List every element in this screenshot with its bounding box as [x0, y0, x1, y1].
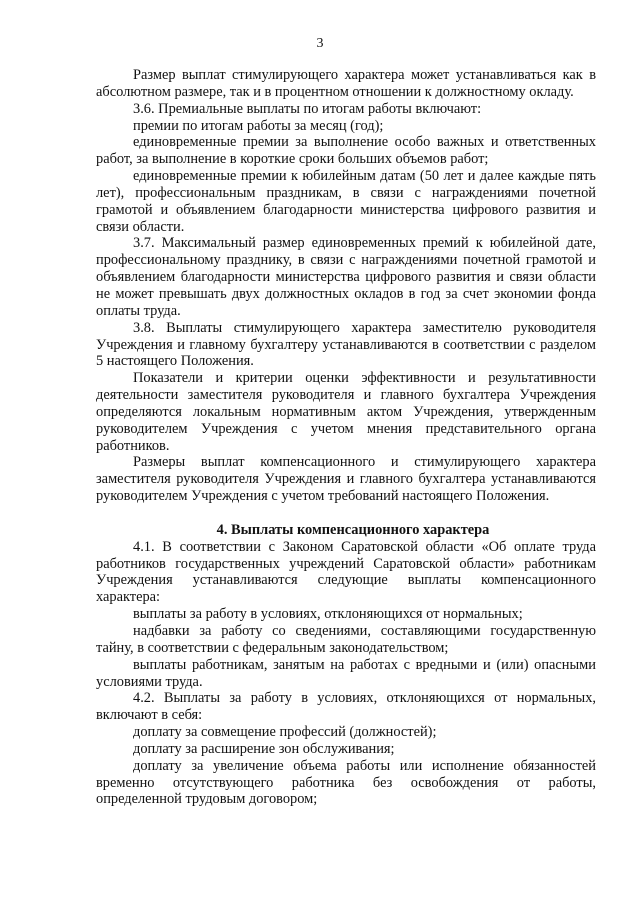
paragraph: 4.1. В соответствии с Законом Саратовской области «Об оплате труда работников государственных учреждений Саратовской области» работникам Учреждения устанавливаются следующие выплаты компенсационного характера: — [96, 538, 596, 606]
paragraph: доплату за увеличение объема работы или исполнение обязанностей временно отсутствующего работника без освобождения от работы, определенной трудовым договором; — [96, 757, 596, 808]
paragraph: Размер выплат стимулирующего характера может устанавливаться как в абсолютном размере, так и в процентном отношении к должностному окладу. — [96, 67, 596, 100]
paragraph: выплаты за работу в условиях, отклоняющихся от нормальных; — [133, 606, 523, 623]
paragraph: единовременные премии к юбилейным датам (50 лет и далее каждые пять лет), профессиональным праздникам, в связи с награждениями почетной грамотой и объявлением благодарности министерства цифрового развития и связи области. — [96, 168, 596, 235]
paragraph: доплату за совмещение профессий (должностей); — [133, 724, 437, 741]
paragraph: 3.7. Максимальный размер единовременных премий к юбилейной дате, профессиональному празднику, в связи с награждениями почетной грамотой и объявлением благодарности министерства цифрового развития и связи области не может превышать двух должностных окладов в год за счет экономии фонда оплаты труда. — [96, 235, 596, 319]
paragraph: Показатели и критерии оценки эффективности и результативности деятельности заместителя руководителя и главного бухгалтера Учреждения определяются локальным нормативным актом Учреждения, утвержденным руководителем Учреждения с учетом мнения представительного органа работников. — [96, 370, 596, 454]
paragraph: доплату за расширение зон обслуживания; — [133, 740, 395, 757]
paragraph: 3.8. Выплаты стимулирующего характера заместителю руководителя Учреждения и главному бухгалтеру устанавливаются в соответствии с разделом 5 настоящего Положения. — [96, 319, 596, 370]
page-number: 3 — [316, 36, 324, 51]
paragraph: Размеры выплат компенсационного и стимулирующего характера заместителя руководителя Учреждения и главного бухгалтера устанавливаются руководителем Учреждения с учетом требований настоящего Положения. — [96, 454, 596, 505]
paragraph: единовременные премии за выполнение особо важных и ответственных работ, за выполнение в короткие сроки больших объемов работ; — [96, 134, 596, 168]
section-heading: 4. Выплаты компенсационного характера — [216, 521, 490, 538]
paragraph: 3.6. Премиальные выплаты по итогам работы включают: — [133, 100, 482, 117]
paragraph: 4.2. Выплаты за работу в условиях, отклоняющихся от нормальных, включают в себя: — [96, 690, 596, 724]
document-body — [96, 67, 596, 808]
paragraph: премии по итогам работы за месяц (год); — [133, 117, 384, 134]
paragraph: выплаты работникам, занятым на работах с вредными и (или) опасными условиями труда. — [96, 656, 596, 690]
paragraph: надбавки за работу со сведениями, составляющими государственную тайну, в соответствии с федеральным законодательством; — [96, 623, 596, 656]
